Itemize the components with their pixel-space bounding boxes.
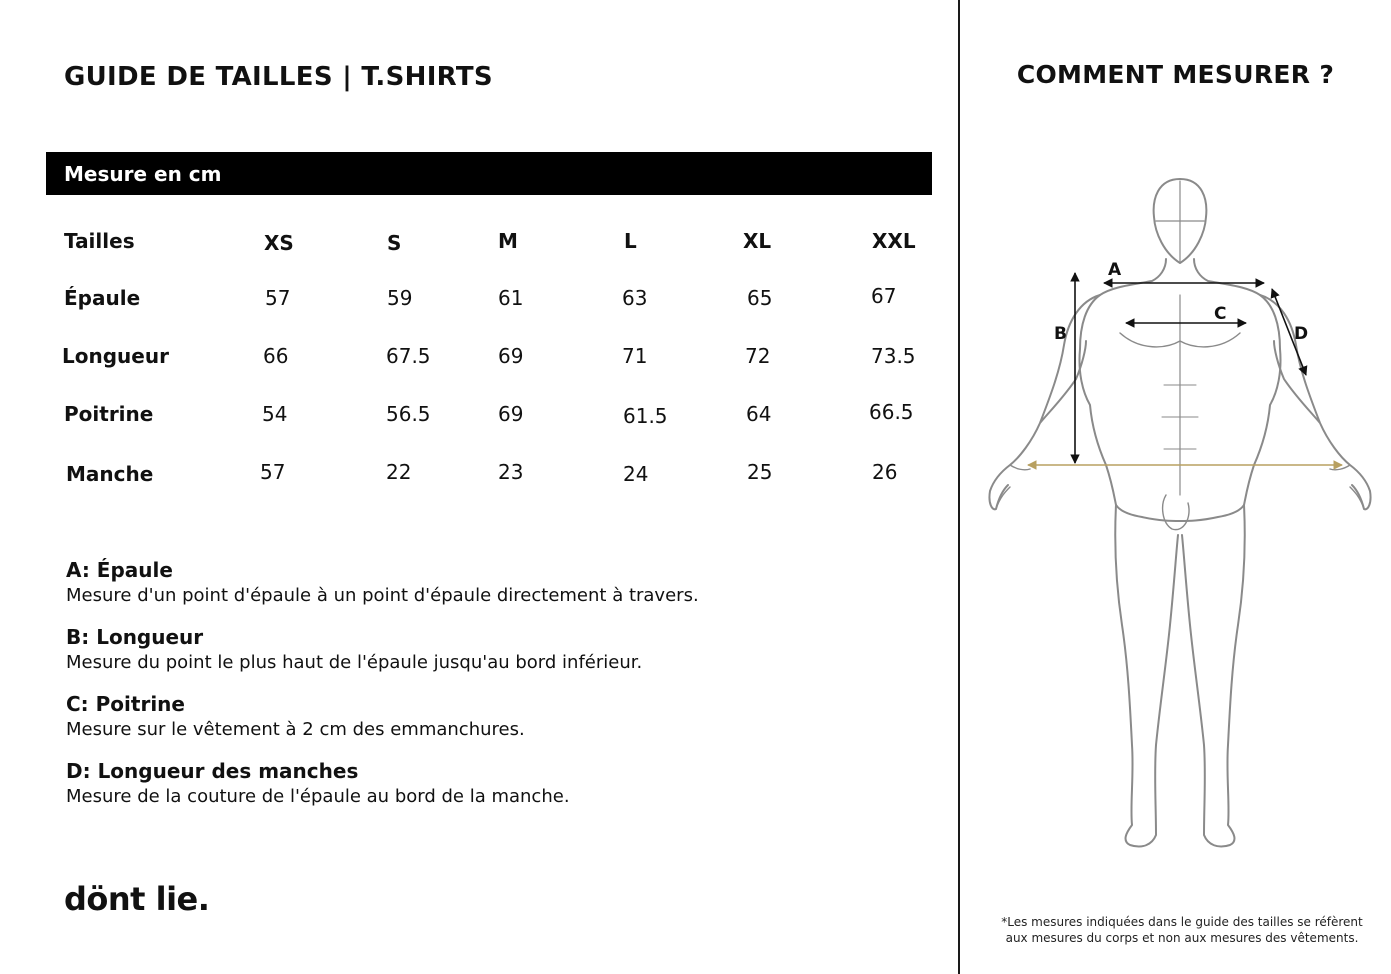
table-cell: 71	[622, 344, 648, 368]
measurement-definitions	[66, 556, 926, 824]
marker-c: C	[1214, 304, 1227, 324]
row-label: Épaule	[64, 286, 141, 310]
size-l: L	[624, 229, 637, 253]
definition-a	[66, 556, 926, 608]
brand-logo: dönt lie.	[64, 880, 210, 918]
measurement-lines	[1028, 273, 1342, 465]
right-leg-outline	[1182, 505, 1245, 847]
table-cell: 57	[260, 460, 286, 484]
definition-text: Mesure sur le vêtement à 2 cm des emmanchures.	[66, 719, 525, 740]
right-arm-outline	[1260, 295, 1371, 509]
table-cell: 26	[872, 460, 898, 484]
table-cell: 56.5	[386, 402, 431, 426]
table-row-longueur	[0, 344, 958, 374]
left-leg-outline	[1115, 505, 1178, 847]
definition-title: C: Poitrine	[66, 692, 185, 716]
table-cell: 54	[262, 402, 288, 426]
table-cell: 69	[498, 402, 524, 426]
table-cell: 22	[386, 460, 412, 484]
table-row-poitrine	[0, 402, 958, 432]
table-cell: 25	[747, 460, 773, 484]
table-cell: 61.5	[623, 404, 668, 428]
figure-outline	[989, 179, 1370, 847]
definition-title: D: Longueur des manches	[66, 759, 359, 783]
table-cell: 23	[498, 460, 524, 484]
row-label: Longueur	[62, 344, 169, 368]
size-m: M	[498, 229, 518, 253]
body-figure	[980, 165, 1375, 865]
definition-text: Mesure de la couture de l'épaule au bord de la manche.	[66, 786, 570, 807]
table-cell: 24	[623, 462, 649, 486]
table-row-manche	[0, 462, 958, 492]
page-title: GUIDE DE TAILLES | T.SHIRTS	[64, 62, 493, 92]
marker-b: B	[1054, 324, 1067, 344]
head-guides	[1156, 181, 1204, 261]
table-cell: 61	[498, 286, 524, 310]
table-row-epaule	[0, 286, 958, 316]
row-label: Poitrine	[64, 402, 154, 426]
table-cell: 66.5	[869, 400, 914, 424]
footnote-line-2: aux mesures du corps et non aux mesures des vêtements.	[1005, 931, 1359, 945]
size-table	[0, 0, 958, 520]
left-arm-outline	[989, 295, 1100, 509]
footnote-line-1: *Les mesures indiquées dans le guide des tailles se réfèrent	[1001, 915, 1363, 929]
size-xl: XL	[743, 229, 772, 253]
table-cell: 57	[265, 286, 291, 310]
row-label: Manche	[66, 462, 154, 486]
size-xs: XS	[264, 231, 294, 255]
table-cell: 65	[747, 286, 773, 310]
unit-label: Mesure en cm	[64, 162, 222, 186]
header-label: Tailles	[64, 229, 135, 253]
definition-b	[66, 623, 926, 675]
definition-title: B: Longueur	[66, 625, 204, 649]
table-header-row	[0, 229, 958, 259]
definition-d	[66, 757, 926, 809]
how-to-title: COMMENT MESURER ?	[1016, 60, 1335, 89]
marker-a: A	[1108, 260, 1122, 280]
table-cell: 72	[745, 344, 771, 368]
definition-text: Mesure du point le plus haut de l'épaule jusqu'au bord inférieur.	[66, 652, 643, 673]
table-cell: 59	[387, 286, 413, 310]
definition-text: Mesure d'un point d'épaule à un point d'épaule directement à travers.	[66, 585, 699, 606]
marker-d: D	[1294, 324, 1309, 344]
groin-outline	[1163, 495, 1189, 530]
definition-title: A: Épaule	[66, 558, 173, 582]
table-cell: 69	[498, 344, 524, 368]
table-cell: 73.5	[871, 344, 916, 368]
definition-c	[66, 690, 926, 742]
table-cell: 67	[871, 284, 897, 308]
table-cell: 66	[263, 344, 289, 368]
table-cell: 64	[746, 402, 772, 426]
footnote	[980, 914, 1384, 946]
table-cell: 63	[622, 286, 648, 310]
how-to-measure-panel	[960, 0, 1391, 974]
size-s: S	[387, 231, 402, 255]
size-xxl: XXL	[872, 229, 916, 253]
table-cell: 67.5	[386, 344, 431, 368]
